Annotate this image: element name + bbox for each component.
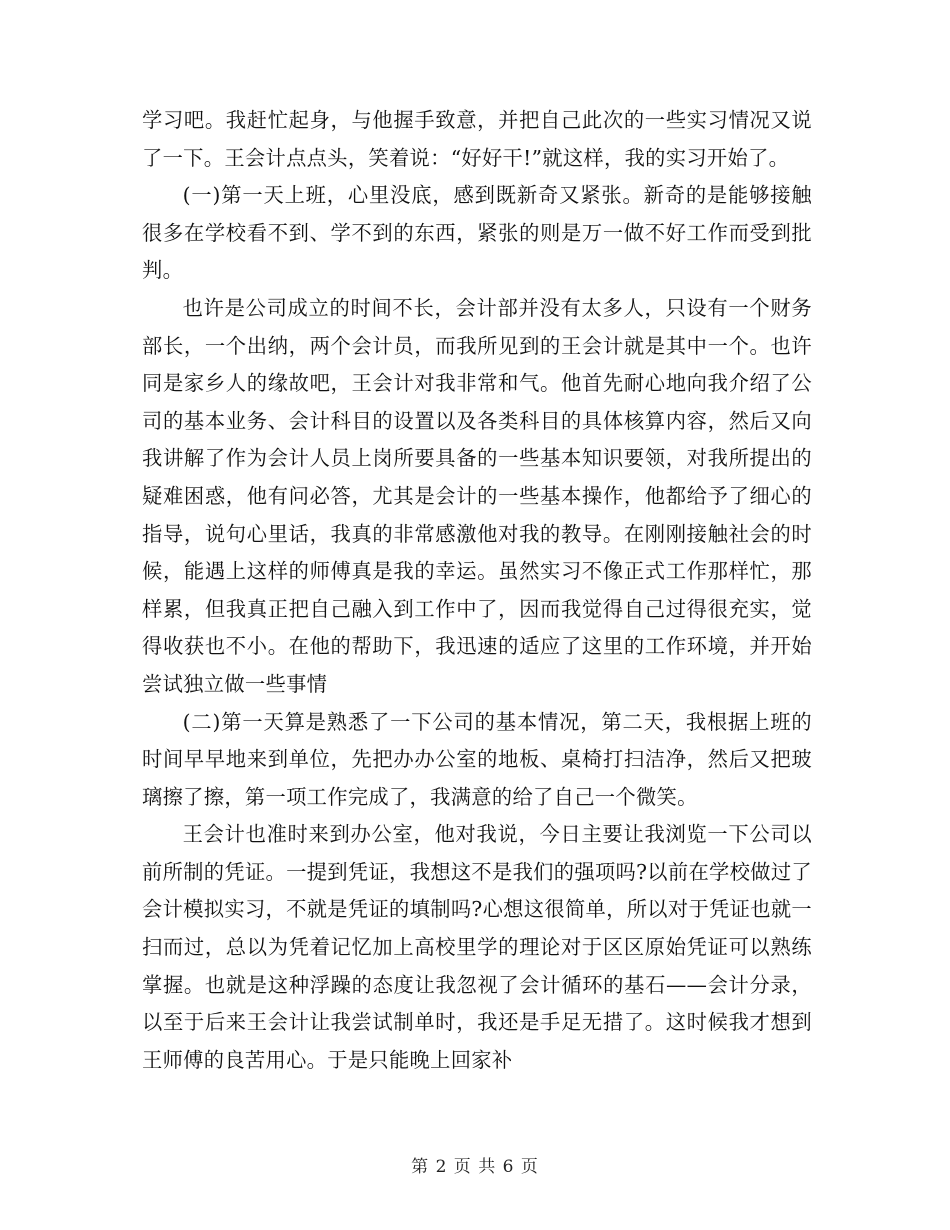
paragraph-vouchers: 王会计也准时来到办公室，他对我说，今日主要让我浏览一下公司以前所制的凭证。一提到凭证，我想这不是我们的强项吗?以前在学校做过了会计模拟实习，不就是凭证的填制吗?心想这很简单，所以对于凭证也就一扫而过，总以为凭着记忆加上高校里学的理论对于区区原始凭证可以熟练掌握。也就是这种浮躁的态度让我忽视了会计循环的基石——会计分录，以至于后来王会计让我尝试制单时，我还是手足无措了。这时候我才想到王师傅的良苦用心。于是只能晚上回家补 — [142, 822, 812, 1072]
paragraph-continued: 学习吧。我赶忙起身，与他握手致意，并把自己此次的一些实习情况又说了一下。王会计点点头，笑着说：“好好干!”就这样，我的实习开始了。 — [142, 108, 812, 170]
page-number-footer: 第 2 页 共 6 页 — [411, 1157, 539, 1177]
paragraph-accounting-department: 也许是公司成立的时间不长，会计部并没有太多人，只设有一个财务部长，一个出纳，两个会计员，而我所见到的王会计就是其中一个。也许同是家乡人的缘故吧，王会计对我非常和气。他首先耐心地向我介绍了公司的基本业务、会计科目的设置以及各类科目的具体核算内容，然后又向我讲解了作为会计人员上岗所要具备的一些基本知识要领，对我所提出的疑难困惑，他有问必答，尤其是会计的一些基本操作，他都给予了细心的指导，说句心里话，我真的非常感激他对我的教导。在刚刚接触社会的时候，能遇上这样的师傅真是我的幸运。虽然实习不像正式工作那样忙，那样累，但我真正把自己融入到工作中了，因而我觉得自己过得很充实，觉得收获也不小。在他的帮助下，我迅速的适应了这里的工作环境，并开始尝试独立做一些事情 — [142, 295, 812, 696]
document-body — [142, 102, 812, 1079]
paragraph-second-day: (二)第一天算是熟悉了一下公司的基本情况，第二天，我根据上班的时间早早地来到单位，先把办办公室的地板、桌椅打扫洁净，然后又把玻璃擦了擦，第一项工作完成了，我满意的给了自己一个微笑。 — [142, 709, 812, 809]
paragraph-first-day: (一)第一天上班，心里没底，感到既新奇又紧张。新奇的是能够接触很多在学校看不到、学不到的东西，紧张的则是万一做不好工作而受到批判。 — [142, 183, 812, 283]
